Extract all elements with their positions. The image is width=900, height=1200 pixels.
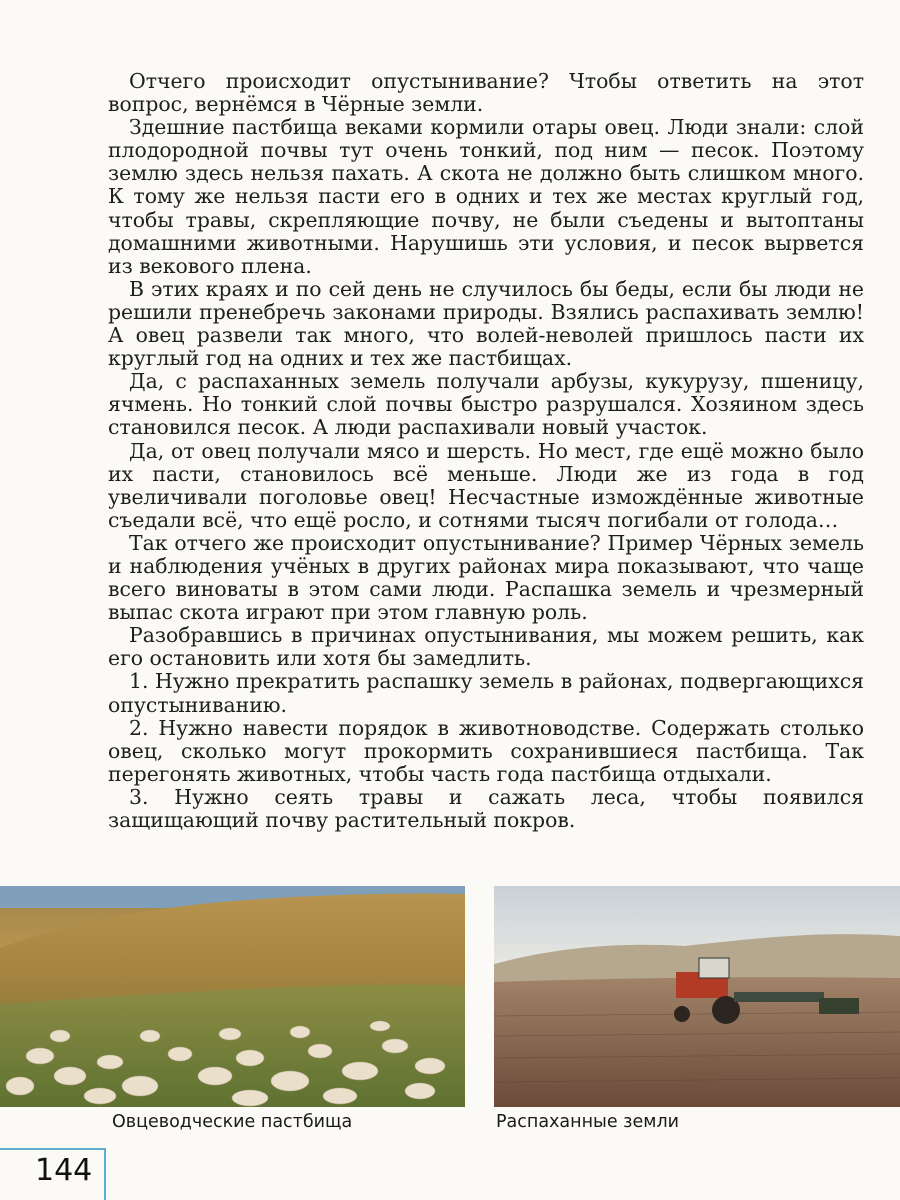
paragraph: В этих краях и по сей день не случилось бы беды, если бы люди не решили пренебречь законами природы. Взялись распахивать землю! А овец развели так много, что волей-неволей пришлось пасти их круглый год на одних и тех же пастбищах. (108, 276, 864, 371)
list-item: 2. Нужно навести порядок в животноводстве. Содержать столько овец, сколько могут прокормить сохранившиеся пастбища. Так перегонять животных, чтобы часть года пастбища отдыхали. (108, 715, 864, 786)
list-item: 3. Нужно сеять травы и сажать леса, чтобы появился защищающий почву растительный покров. (108, 784, 864, 832)
pastures-caption: Овцеводческие пастбища (112, 1112, 353, 1132)
ploughed-fields-photo (494, 886, 900, 1107)
body-text (108, 70, 864, 832)
fields-caption: Распаханные земли (496, 1112, 680, 1132)
paragraph: Разобравшись в причинах опустынивания, мы можем решить, как его остановить или хотя бы замедлить. (108, 623, 864, 671)
paragraph: Отчего происходит опустынивание? Чтобы ответить на этот вопрос, вернёмся в Чёрные земли. (108, 69, 864, 117)
list-item: 1. Нужно прекратить распашку земель в районах, подвергающихся опустыниванию. (108, 669, 864, 717)
paragraph: Да, с распаханных земель получали арбузы, кукурузу, пшеницу, ячмень. Но тонкий слой почвы быстро разрушался. Хозяином здесь становился песок. А люди распахивали новый участок. (108, 369, 864, 440)
sheep-pastures-photo (0, 886, 465, 1107)
page-number: 144 (35, 1153, 93, 1188)
paragraph: Так отчего же происходит опустынивание? Пример Чёрных земель и наблюдения учёных в других районах мира показывают, что чаще всего виноваты в этом сами люди. Распашка земель и чрезмерный выпас скота играют при этом главную роль. (108, 530, 864, 625)
ploughed-fields-illustration (494, 886, 900, 1107)
sheep-pastures-illustration (0, 886, 465, 1107)
paragraph: Здешние пастбища веками кормили отары овец. Люди знали: слой плодородной почвы тут очень тонкий, под ним — песок. Поэтому землю здесь нельзя пахать. А скота не должно быть слишком много. К тому же нельзя пасти его в одних и тех же местах круглый год, чтобы травы, скрепляющие почву, не были съедены и вытоптаны домашними животными. Нарушишь эти условия, и песок вырвется из векового плена. (108, 115, 864, 278)
paragraph: Да, от овец получали мясо и шерсть. Но мест, где ещё можно было их пасти, становилось всё меньше. Люди же из года в год увеличивали поголовье овец! Несчастные измождённые животные съедали всё, что ещё росло, и сотнями тысяч погибали от голода… (108, 438, 864, 532)
